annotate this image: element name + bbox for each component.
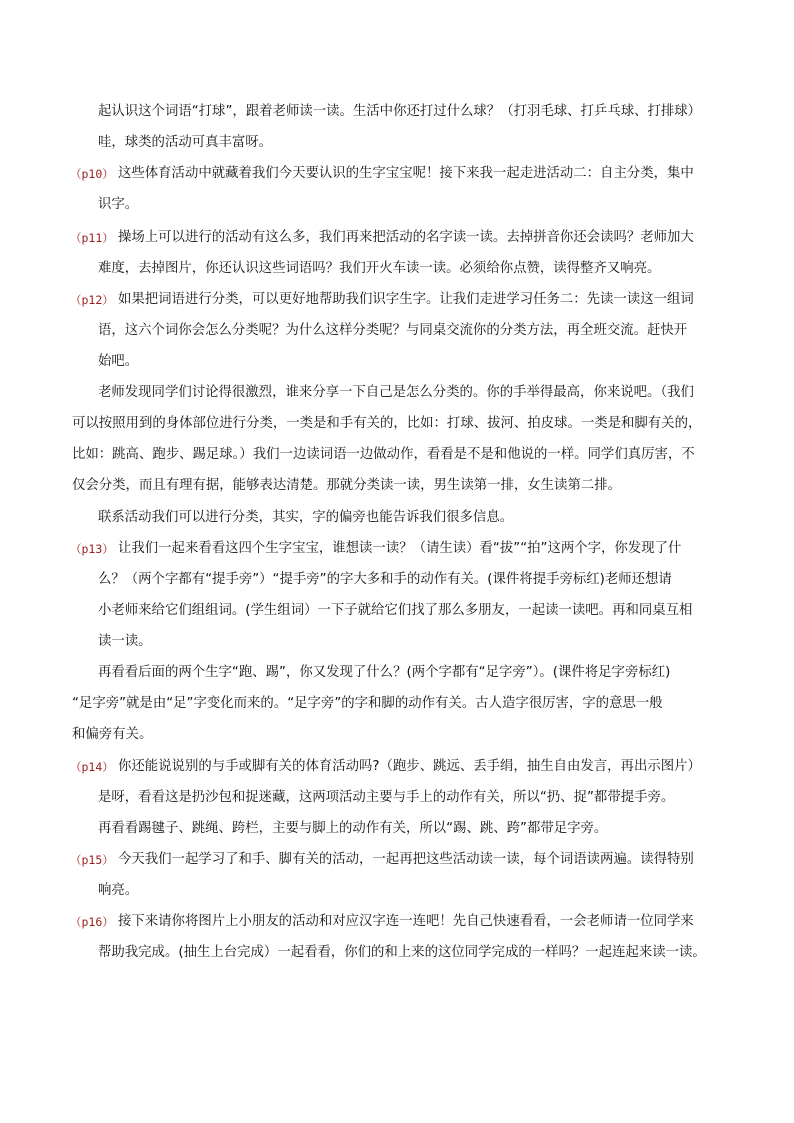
text-line: 再看看后面的两个生字“跑、踢”，你又发现了什么？(两个字都有“足字旁”）。(课件将足字旁标红): [98, 665, 671, 680]
text-line: 比如：跳高、跑步、踢足球。）我们一边读词语一边做动作，看看是不是和他说的一样。同学们真厉害，不: [72, 447, 695, 462]
text-line: 今天我们一起学习了和手、脚有关的活动，一起再把这些活动读一读，每个词语读两遍。读得特别: [118, 852, 694, 867]
page-tag: （p15）: [70, 853, 114, 867]
text-line: 仅会分类，而且有理有据，能够表达清楚。那就分类读一读，男生读第一排，女生读第二排。: [72, 478, 622, 493]
page-tag: （p11）: [70, 231, 114, 245]
text-line: 这些体育活动中就藏着我们今天要认识的生字宝宝呢！接下来我一起走进活动二：自主分类，集中: [118, 166, 694, 181]
text-line: 接下来请你将图片上小朋友的活动和对应汉字连一连吧！先自己快速看看，一会老师请一位同学来: [118, 914, 694, 929]
text-line: 联系活动我们可以进行分类，其实，字的偏旁也能告诉我们很多信息。: [98, 510, 514, 525]
text-line: 语，这六个词你会怎么分类呢？为什么这样分类呢？与同桌交流你的分类方法，再全班交流。赶快开: [98, 323, 688, 338]
text-line: 么？（两个字都有“提手旁”）“提手旁”的字大多和手的动作有关。(课件将提手旁标红)老师还想请: [98, 572, 672, 587]
text-line: 识字。: [98, 197, 139, 212]
text-line: 操场上可以进行的活动有这么多，我们再来把活动的名字读一读。去掉拼音你还会读吗？老师加大: [118, 230, 694, 245]
text-line: 和偏旁有关。: [72, 727, 153, 742]
page-tag: （p12）: [70, 293, 114, 307]
text-line: 你还能说说别的与手或脚有关的体育活动吗?（跑步、跳远、丢手绢，抽生自由发言，再出示图片）: [118, 759, 701, 774]
text-line: 可以按照用到的身体部位进行分类，一类是和手有关的，比如：打球、拔河、拍皮球。一类是和脚有关的，: [72, 416, 702, 431]
text-line: 小老师来给它们组组词。(学生组词）一下子就给它们找了那么多朋友，一起读一读吧。再和同桌互相: [98, 603, 693, 618]
text-line: 响亮。: [98, 883, 139, 898]
text-line: 哇，球类的活动可真丰富呀。: [98, 135, 273, 150]
text-line: 帮助我完成。(抽生上台完成）一起看看，你们的和上来的这位同学完成的一样吗？一起连起来读一读。: [98, 945, 706, 960]
page-tag: （p14）: [70, 760, 114, 774]
text-line: 如果把词语进行分类，可以更好地帮助我们识字生字。让我们走进学习任务二：先读一读这一组词: [118, 292, 694, 307]
text-line: 是呀，看看这是扔沙包和捉迷藏，这两项活动主要与手上的动作有关，所以“扔、捉”都带提手旁。: [98, 790, 675, 805]
text-line: 始吧。: [98, 354, 139, 369]
page-tag: （p13）: [70, 542, 114, 556]
text-line: 老师发现同学们讨论得很激烈，谁来分享一下自己是怎么分类的。你的手举得最高，你来说吧。（我们: [98, 385, 694, 400]
page-tag: （p10）: [70, 167, 114, 181]
text-line: 让我们一起来看看这四个生字宝宝，谁想读一读？（请生读）看“拔”“拍”这两个字，你发现了什: [118, 541, 682, 556]
text-line: 再看看踢毽子、跳绳、跨栏，主要与脚上的动作有关，所以“踢、跳、跨”都带足字旁。: [98, 821, 608, 836]
text-line: “足字旁”就是由“足”字变化而来的。“足字旁”的字和脚的动作有关。古人造字很厉害，字的意思一般: [72, 696, 663, 711]
text-line: 难度，去掉图片，你还认识这些词语吗？我们开火车读一读。必须给你点赞，读得整齐又响亮。: [98, 261, 661, 276]
text-line: 起认识这个词语“打球”，跟着老师读一读。生活中你还打过什么球？（打羽毛球、打乒乓球、打排球）: [98, 104, 702, 119]
text-line: 读一读。: [98, 634, 152, 649]
page-tag: （p16）: [70, 915, 114, 929]
